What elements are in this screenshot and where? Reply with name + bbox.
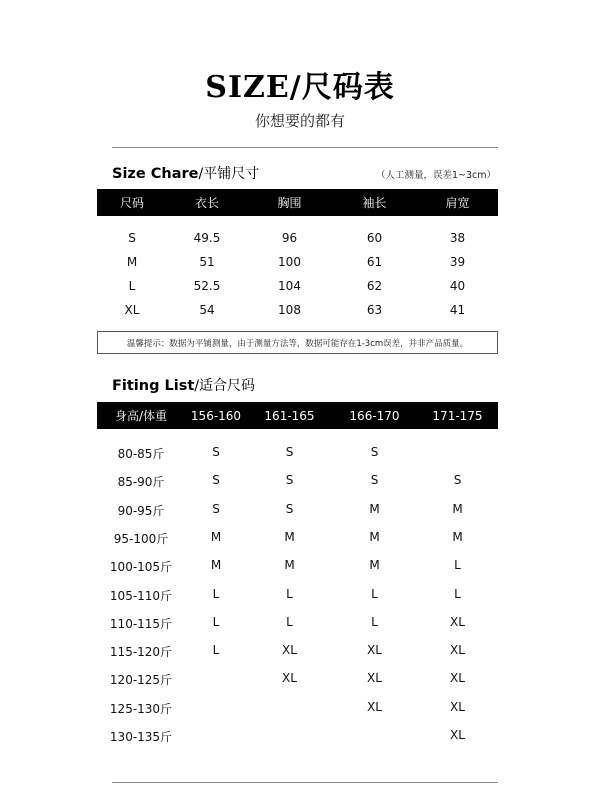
fit-cell — [247, 700, 332, 717]
fit-cell — [417, 445, 498, 462]
warm-tip: 温馨提示：数据为平铺测量，由于测量方法等，数据可能存在1-3cm误差，并非产品质量。 — [97, 331, 498, 354]
size-row — [97, 255, 498, 269]
size-chart-title-suffix: /平铺尺寸 — [198, 166, 260, 182]
fit-cell — [185, 700, 247, 717]
size-cell: 100 — [278, 255, 301, 269]
size-cell: 108 — [278, 303, 301, 317]
measure-note: （人工测量，误差1~3cm） — [376, 170, 497, 181]
fit-cell: M — [369, 558, 380, 573]
fit-cell: S — [212, 501, 220, 516]
fit-row — [97, 671, 498, 688]
size-cell: 63 — [366, 303, 383, 317]
size-cell: 38 — [449, 231, 466, 245]
size-col-header: 尺码 — [119, 196, 144, 210]
size-cell: 54 — [199, 303, 215, 317]
size-col-header: 胸围 — [277, 196, 302, 210]
fit-row — [97, 558, 498, 575]
fit-cell: L — [212, 586, 220, 601]
fit-row — [97, 587, 498, 604]
fit-cell: M — [284, 558, 295, 573]
fit-cell: XL — [450, 671, 465, 686]
fit-row-label: 120-125斤 — [109, 673, 173, 688]
fit-row-label: 80-85斤 — [117, 447, 165, 461]
fit-row — [97, 643, 498, 660]
size-row — [97, 231, 498, 245]
fit-col-header: 161-165 — [264, 408, 315, 423]
fit-cell: XL — [367, 699, 382, 714]
fit-cell: S — [285, 501, 294, 516]
fit-cell: L — [371, 586, 378, 601]
fit-cell: M — [210, 558, 222, 573]
fit-row-label: 125-130斤 — [109, 701, 173, 716]
size-cell: XL — [124, 303, 140, 317]
fit-cell: L — [454, 586, 461, 601]
size-chart-title-bold: Size Chare — [112, 166, 199, 182]
size-cell: S — [128, 231, 136, 245]
fitting-list-header — [97, 402, 498, 429]
fit-cell: M — [452, 501, 463, 516]
size-row — [97, 279, 498, 293]
fit-row-label: 90-95斤 — [117, 503, 165, 518]
fit-cell: XL — [367, 643, 382, 658]
fit-col-header: 156-160 — [190, 408, 242, 423]
fit-cell: M — [369, 529, 380, 544]
size-cell: 39 — [449, 255, 466, 269]
fit-row-label: 110-115斤 — [109, 616, 173, 631]
fit-row — [97, 728, 498, 745]
fit-cell — [185, 671, 247, 688]
fit-cell: M — [452, 529, 463, 544]
size-cell: 51 — [199, 255, 215, 269]
fit-cell — [332, 728, 417, 745]
size-cell: L — [128, 279, 136, 293]
fit-row-label: 85-90斤 — [117, 475, 165, 490]
fit-row-label: 130-135斤 — [109, 730, 173, 744]
fit-cell: M — [284, 529, 295, 544]
fitting-list-title-suffix: /适合尺码 — [194, 378, 256, 394]
fitting-list-title — [112, 375, 255, 395]
size-cell: 40 — [449, 279, 466, 293]
fit-cell: L — [454, 558, 461, 573]
size-cell: 62 — [366, 279, 383, 293]
fit-row-label: 105-110斤 — [109, 588, 173, 603]
fit-cell: XL — [450, 728, 465, 742]
size-cell: 41 — [449, 303, 466, 317]
fit-col-header: 166-170 — [349, 408, 400, 423]
page-subtitle: 你想要的都有 — [254, 112, 345, 130]
fit-cell: L — [212, 614, 220, 629]
fit-row — [97, 445, 498, 462]
fit-cell: M — [210, 529, 222, 544]
fit-row — [97, 530, 498, 547]
divider-bottom — [112, 782, 498, 783]
fit-cell — [185, 728, 247, 745]
fit-cell: S — [285, 445, 294, 459]
fit-cell: S — [453, 473, 462, 488]
fit-row-label: 95-100斤 — [113, 531, 169, 546]
fit-row — [97, 700, 498, 717]
divider-top — [112, 147, 498, 148]
size-cell: 52.5 — [193, 279, 221, 293]
fit-cell: XL — [282, 643, 297, 658]
size-col-header: 袖长 — [362, 196, 387, 210]
size-cell: 104 — [278, 279, 301, 293]
fit-cell: L — [212, 643, 220, 658]
fit-cell: XL — [450, 643, 465, 658]
fit-cell: S — [212, 473, 220, 488]
fit-cell: XL — [450, 614, 465, 629]
fit-cell: S — [370, 445, 379, 459]
size-cell: 61 — [366, 255, 383, 269]
fit-cell: XL — [282, 671, 297, 686]
fit-cell: L — [286, 614, 293, 629]
fit-cell: L — [286, 586, 293, 601]
size-cell: 49.5 — [193, 231, 221, 245]
page-title: SIZE/尺码表 — [205, 70, 395, 105]
fit-row-label: 115-120斤 — [109, 645, 173, 660]
size-cell: 60 — [366, 231, 383, 245]
fit-cell: XL — [450, 699, 465, 714]
fit-cell: S — [212, 445, 220, 459]
fit-cell — [247, 728, 332, 745]
size-row — [97, 303, 498, 317]
size-chart-header — [97, 189, 498, 216]
fit-col-header: 171-175 — [432, 408, 483, 423]
size-cell: M — [126, 255, 138, 269]
fit-cell: S — [285, 473, 294, 488]
size-col-header: 衣长 — [194, 196, 219, 210]
fitting-list-title-bold: Fiting List — [112, 378, 195, 394]
fit-cell: S — [370, 473, 379, 488]
size-chart-title — [112, 163, 259, 183]
fit-row — [97, 473, 498, 490]
fit-cell: XL — [367, 671, 382, 686]
fit-col-header: 身高/体重 — [114, 409, 168, 423]
fit-row — [97, 615, 498, 632]
fit-row — [97, 502, 498, 519]
fit-cell: L — [371, 614, 378, 629]
size-cell: 96 — [281, 231, 298, 245]
fit-row-label: 100-105斤 — [109, 560, 173, 575]
fit-cell: M — [369, 501, 380, 516]
size-col-header: 肩宽 — [445, 196, 470, 210]
